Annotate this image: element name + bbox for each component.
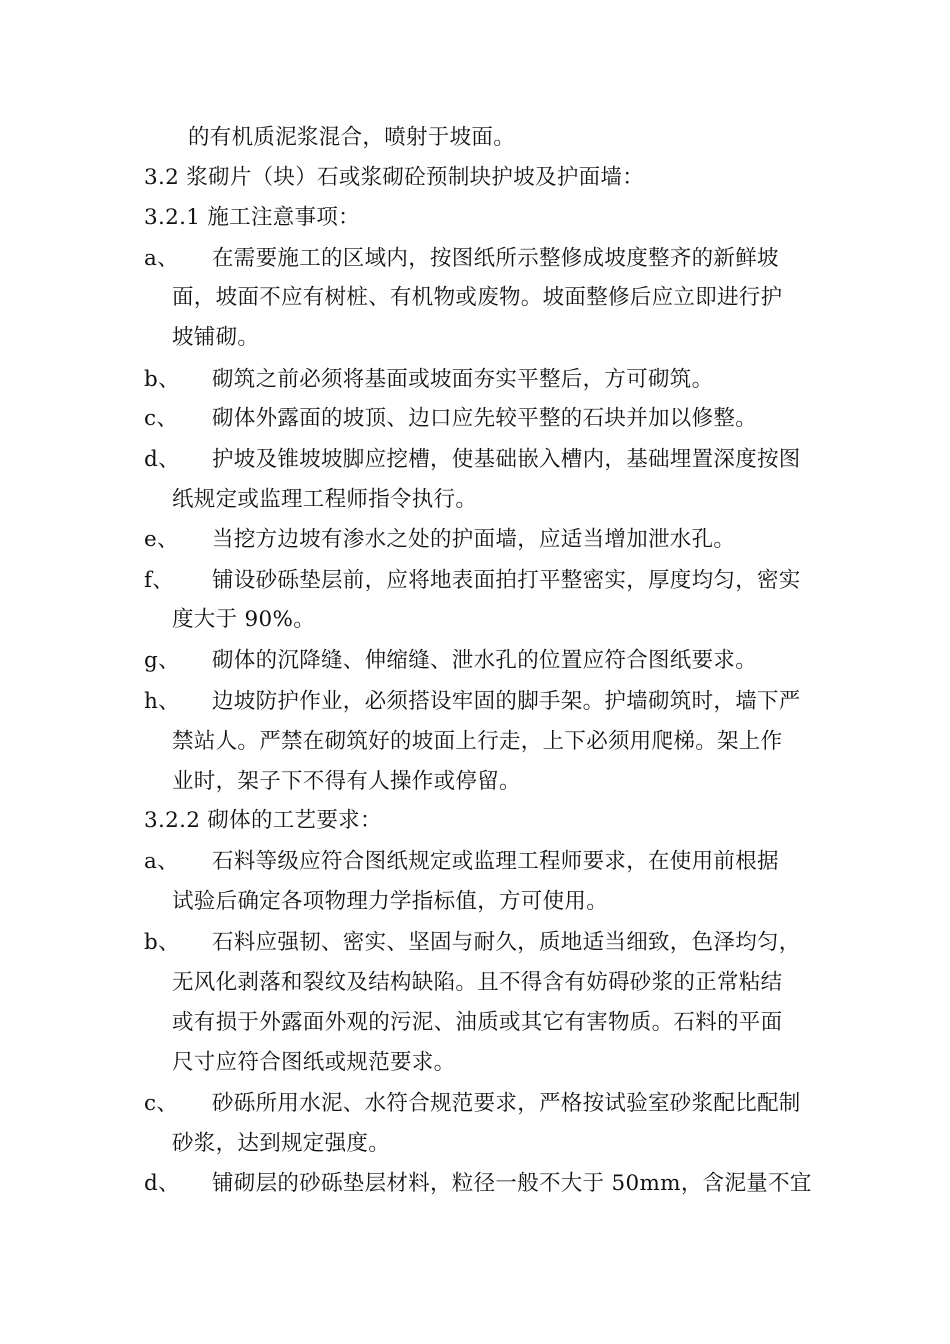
list-item-text: 砌体的沉降缝、伸缩缝、泄水孔的位置应符合图纸要求。	[212, 648, 758, 673]
list-item-text: 砌筑之前必须将基面或坡面夯实平整后，方可砌筑。	[212, 367, 714, 392]
intro-line: 的有机质泥浆混合，喷射于坡面。	[188, 125, 516, 150]
list-item-text: 砌体外露面的坡顶、边口应先较平整的石块并加以修整。	[212, 406, 758, 431]
section-heading-3-2-2: 3.2.2 砌体的工艺要求：	[144, 808, 382, 833]
list-item-text: 坡铺砌。	[172, 325, 260, 350]
list-item-text: 边坡防护作业，必须搭设牢固的脚手架。护墙砌筑时，墙下严	[212, 689, 801, 714]
list-item-text: 禁站人。严禁在砌筑好的坡面上行走，上下必须用爬梯。架上作	[172, 729, 783, 754]
list-marker: a、	[144, 246, 179, 271]
list-marker: d、	[144, 447, 180, 472]
list-marker: b、	[144, 930, 180, 955]
list-item-text: 石料等级应符合图纸规定或监理工程师要求，在使用前根据	[212, 849, 779, 874]
list-item-text: 铺砌层的砂砾垫层材料，粒径一般不大于 50mm，含泥量不宜	[212, 1171, 812, 1196]
list-item-text: 砂浆，达到规定强度。	[172, 1131, 391, 1156]
section-heading-3-2: 3.2 浆砌片（块）石或浆砌砼预制块护坡及护面墙：	[144, 165, 645, 190]
list-item-text: 当挖方边坡有渗水之处的护面墙，应适当增加泄水孔。	[212, 527, 736, 552]
list-marker: c、	[144, 1091, 179, 1116]
list-marker: h、	[144, 689, 180, 714]
list-marker: c、	[144, 406, 179, 431]
list-item-text: 在需要施工的区域内，按图纸所示整修成坡度整齐的新鲜坡	[212, 246, 779, 271]
list-item-text: 无风化剥落和裂纹及结构缺陷。且不得含有妨碍砂浆的正常粘结	[172, 970, 783, 995]
list-marker: d、	[144, 1171, 180, 1196]
list-item-text: 试验后确定各项物理力学指标值，方可使用。	[172, 889, 609, 914]
list-marker: e、	[144, 527, 179, 552]
list-item-text: 业时，架子下不得有人操作或停留。	[172, 769, 521, 794]
list-item-text: 纸规定或监理工程师指令执行。	[172, 487, 478, 512]
list-item-text: 尺寸应符合图纸或规范要求。	[172, 1050, 456, 1075]
list-item-text: 面，坡面不应有树桩、有机物或废物。坡面整修后应立即进行护	[172, 285, 783, 310]
list-item-text: 或有损于外露面外观的污泥、油质或其它有害物质。石料的平面	[172, 1010, 783, 1035]
list-item-text: 度大于 90%。	[172, 607, 316, 632]
list-marker: b、	[144, 367, 180, 392]
list-item-text: 铺设砂砾垫层前，应将地表面拍打平整密实，厚度均匀，密实	[212, 568, 801, 593]
list-item-text: 护坡及锥坡坡脚应挖槽，使基础嵌入槽内，基础埋置深度按图	[212, 447, 801, 472]
section-heading-3-2-1: 3.2.1 施工注意事项：	[144, 205, 360, 230]
list-marker: a、	[144, 849, 179, 874]
list-marker: g、	[144, 648, 180, 673]
list-marker: f、	[144, 568, 175, 593]
list-item-text: 石料应强韧、密实、坚固与耐久，质地适当细致，色泽均匀，	[212, 930, 801, 955]
list-item-text: 砂砾所用水泥、水符合规范要求，严格按试验室砂浆配比配制	[212, 1091, 801, 1116]
